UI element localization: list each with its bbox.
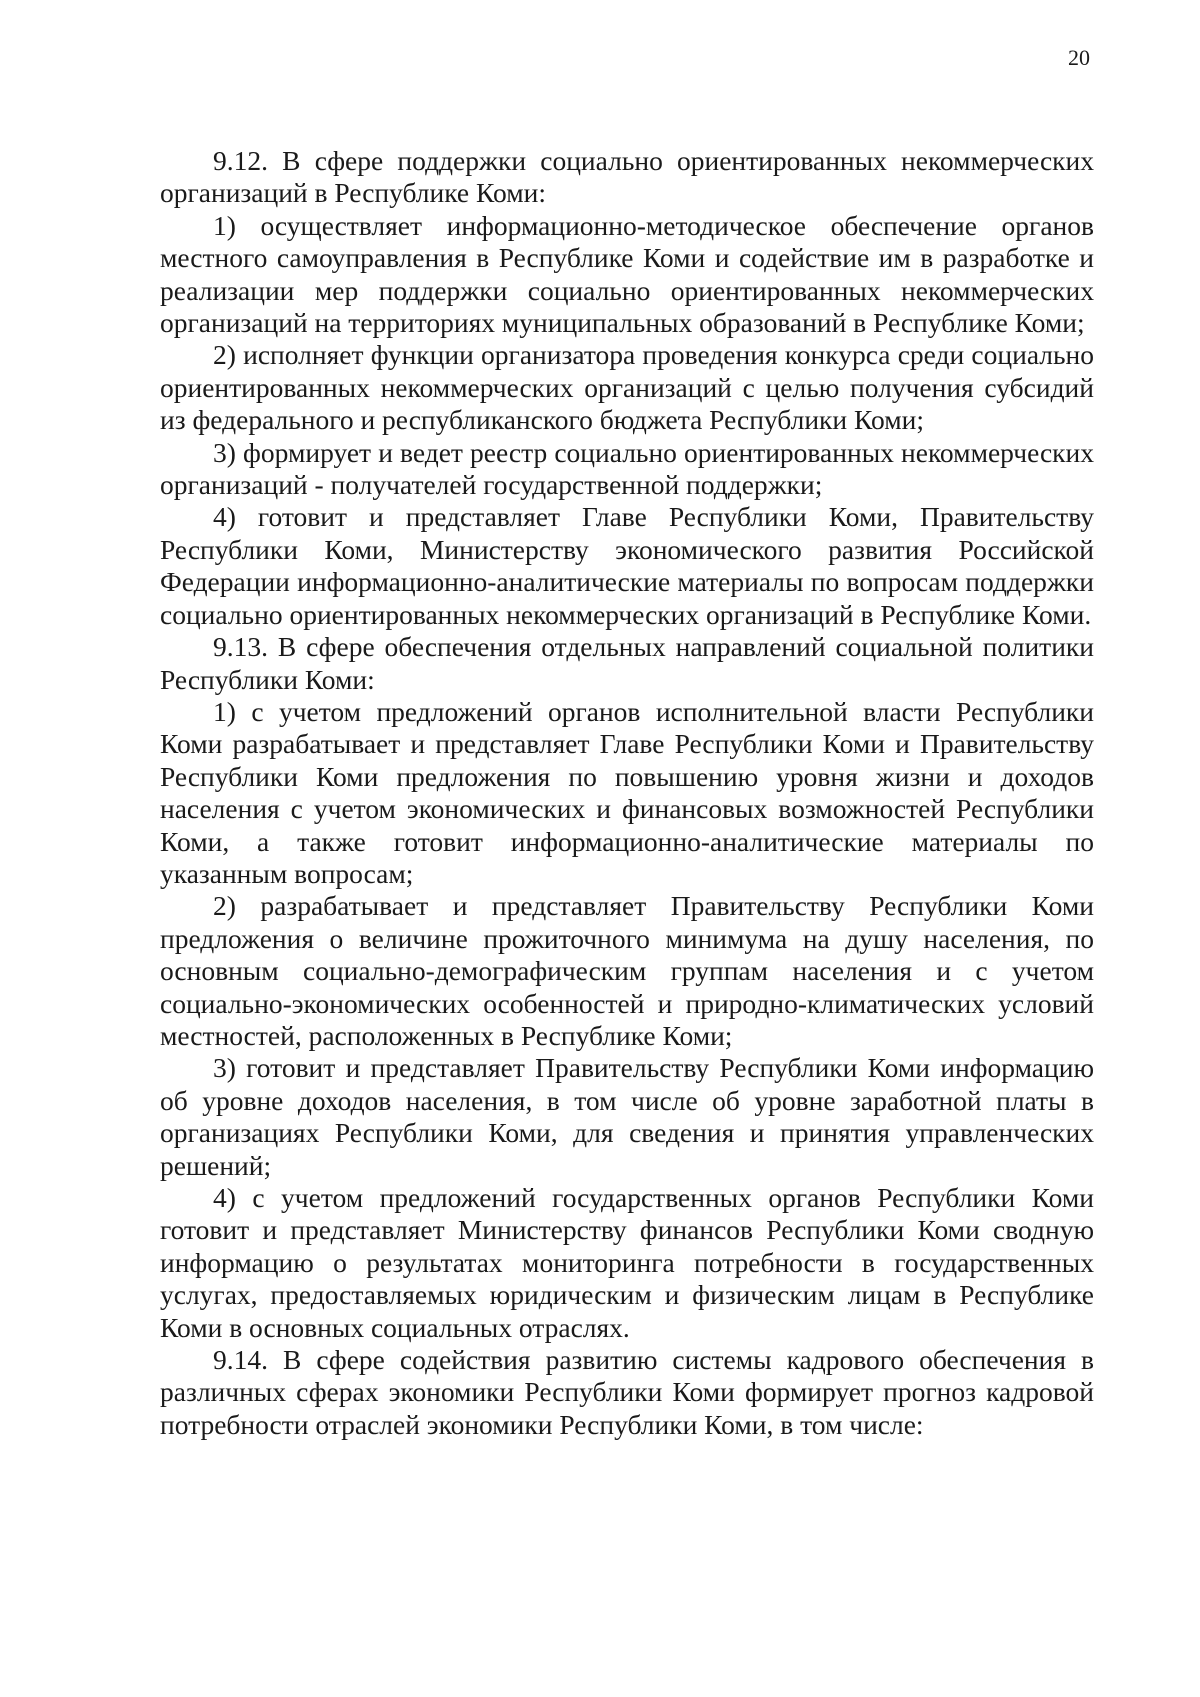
section-9-12-item-1: 1) осуществляет информационно-методическое обеспечение органов местного самоуправления в Республике Коми и содействие им в разработке и реализации мер поддержки социально ориентированных некоммерческих организаций на территориях муниципальных образований в Республике Коми; xyxy=(160,209,1094,339)
section-9-13-item-4: 4) с учетом предложений государственных органов Республики Коми готовит и представляет Министерству финансов Республики Коми сводную информацию о результатах мониторинга потребности в государственных услугах, предоставляемых юридическим и физическим лицам в Республике Коми в основных социальных отраслях. xyxy=(160,1182,1094,1343)
section-9-12-item-3: 3) формирует и ведет реестр социально ориентированных некоммерческих организаций - получателей государственной поддержки; xyxy=(160,436,1094,501)
section-9-13-item-2: 2) разрабатывает и представляет Правительству Республики Коми предложения о величине прожиточного минимума на душу населения, по основным социально-демографическим группам населения и с учетом социально-экономических особенностей и природно-климатических условий местностей, расположенных в Республике Коми; xyxy=(160,890,1094,1051)
page-number: 20 xyxy=(1068,45,1090,70)
document-body xyxy=(160,145,1094,1441)
section-9-12-heading: 9.12. В сфере поддержки социально ориентированных некоммерческих организаций в Республике Коми: xyxy=(160,145,1094,209)
section-9-12-item-4: 4) готовит и представляет Главе Республики Коми, Правительству Республики Коми, Министерству экономического развития Российской Федерации информационно-аналитические материалы по вопросам поддержки социально ориентированных некоммерческих организаций в Республике Коми. xyxy=(160,501,1094,630)
section-9-12-item-2: 2) исполняет функции организатора проведения конкурса среди социально ориентированных некоммерческих организаций с целью получения субсидий из федерального и республиканского бюджета Республики Коми; xyxy=(160,339,1094,436)
section-9-13-item-1: 1) с учетом предложений органов исполнительной власти Республики Коми разрабатывает и представляет Главе Республики Коми и Правительству Республики Коми предложения по повышению уровня жизни и доходов населения с учетом экономических и финансовых возможностей Республики Коми, а также готовит информационно-аналитические материалы по указанным вопросам; xyxy=(160,695,1094,889)
section-9-14-heading: 9.14. В сфере содействия развитию системы кадрового обеспечения в различных сферах экономики Республики Коми формирует прогноз кадровой потребности отраслей экономики Республики Коми, в том числе: xyxy=(160,1344,1094,1440)
section-9-13-item-3: 3) готовит и представляет Правительству Республики Коми информацию об уровне доходов населения, в том числе об уровне заработной платы в организациях Республики Коми, для сведения и принятия управленческих решений; xyxy=(160,1052,1094,1181)
section-9-13-heading: 9.13. В сфере обеспечения отдельных направлений социальной политики Республики Коми: xyxy=(160,631,1094,695)
